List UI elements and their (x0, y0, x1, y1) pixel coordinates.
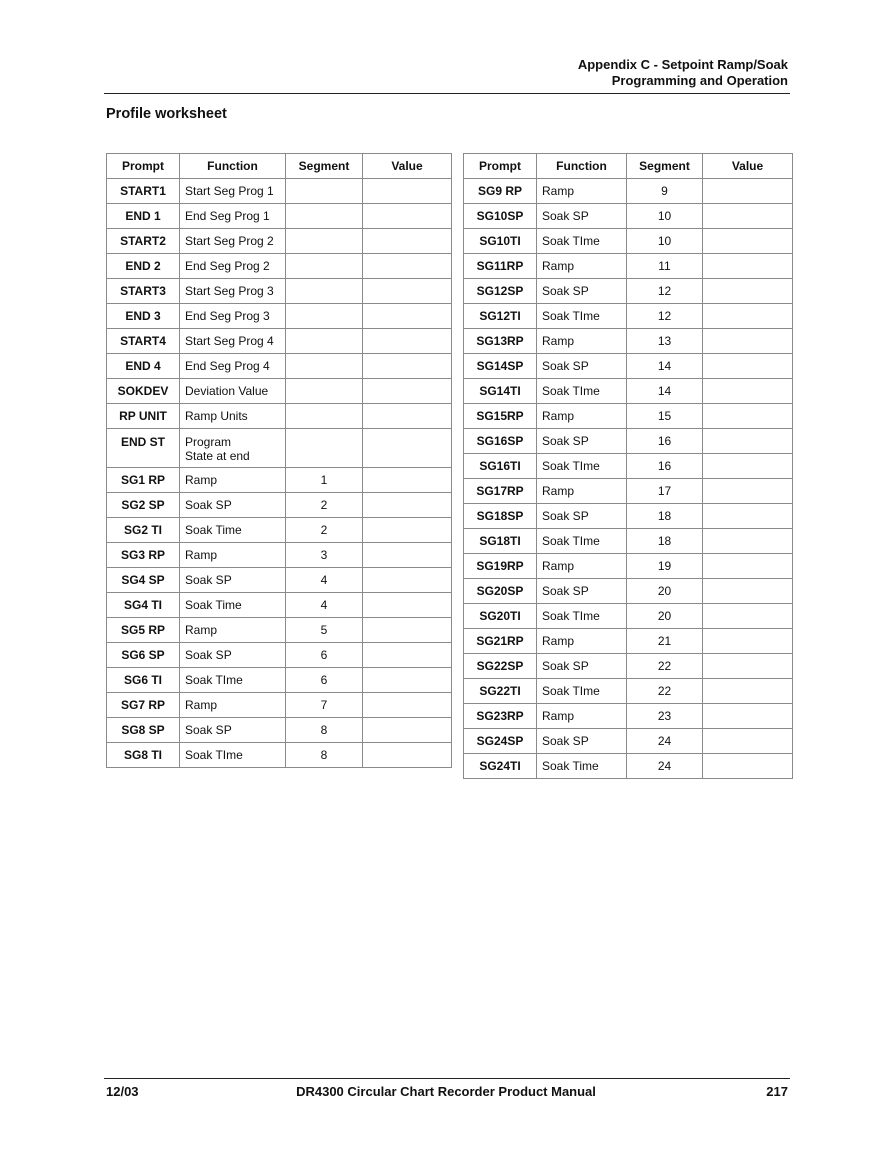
prompt-cell: END ST (107, 429, 180, 468)
segment-cell: 24 (627, 729, 703, 754)
table-row (464, 729, 793, 754)
table-row (107, 593, 452, 618)
segment-cell: 12 (627, 279, 703, 304)
table-row (107, 668, 452, 693)
function-cell: Ramp (537, 254, 627, 279)
segment-cell: 7 (286, 693, 363, 718)
segment-cell: 14 (627, 354, 703, 379)
prompt-cell: SG10SP (464, 204, 537, 229)
footer-title: DR4300 Circular Chart Recorder Product Manual (296, 1084, 596, 1099)
function-line-2: State at end (185, 449, 250, 463)
segment-cell: 19 (627, 554, 703, 579)
table-row (107, 743, 452, 768)
value-cell[interactable] (703, 729, 793, 754)
segment-cell: 6 (286, 668, 363, 693)
function-cell: Soak TIme (537, 679, 627, 704)
value-cell[interactable] (703, 379, 793, 404)
prompt-cell: SOKDEV (107, 379, 180, 404)
value-cell[interactable] (363, 493, 452, 518)
prompt-cell: START1 (107, 179, 180, 204)
segment-cell: 18 (627, 529, 703, 554)
prompt-cell: END 3 (107, 304, 180, 329)
value-cell[interactable] (363, 429, 452, 468)
function-cell: Soak TIme (537, 379, 627, 404)
table-row (107, 718, 452, 743)
segment-cell: 2 (286, 518, 363, 543)
segment-cell: 13 (627, 329, 703, 354)
segment-cell: 4 (286, 568, 363, 593)
table-row (464, 229, 793, 254)
segment-cell (286, 379, 363, 404)
table-row (464, 279, 793, 304)
function-cell: Soak SP (180, 718, 286, 743)
function-cell: Soak SP (537, 279, 627, 304)
prompt-cell: SG20SP (464, 579, 537, 604)
prompt-cell: START2 (107, 229, 180, 254)
value-cell[interactable] (363, 304, 452, 329)
table-row (464, 654, 793, 679)
table-row (107, 618, 452, 643)
value-cell[interactable] (703, 754, 793, 779)
prompt-cell: SG22SP (464, 654, 537, 679)
table-header-row (107, 154, 452, 179)
table-row (464, 604, 793, 629)
function-line-1: Program (185, 435, 232, 449)
prompt-cell: SG8 TI (107, 743, 180, 768)
table-row (464, 479, 793, 504)
segment-cell: 8 (286, 718, 363, 743)
value-cell[interactable] (703, 654, 793, 679)
segment-cell: 15 (627, 404, 703, 429)
prompt-cell: SG16TI (464, 454, 537, 479)
segment-cell: 2 (286, 493, 363, 518)
function-cell: Soak TIme (537, 454, 627, 479)
column-header-function: Function (537, 154, 627, 179)
segment-cell: 14 (627, 379, 703, 404)
value-cell[interactable] (703, 679, 793, 704)
segment-cell: 6 (286, 643, 363, 668)
value-cell[interactable] (703, 629, 793, 654)
prompt-cell: SG14TI (464, 379, 537, 404)
prompt-cell: SG2 SP (107, 493, 180, 518)
table-row (107, 329, 452, 354)
segment-cell: 16 (627, 454, 703, 479)
value-cell[interactable] (703, 254, 793, 279)
segment-cell: 9 (627, 179, 703, 204)
table-row (464, 704, 793, 729)
function-cell: Soak SP (537, 579, 627, 604)
segment-cell (286, 429, 363, 468)
value-cell[interactable] (363, 643, 452, 668)
value-cell[interactable] (363, 229, 452, 254)
function-cell: Ramp (537, 404, 627, 429)
prompt-cell: SG18SP (464, 504, 537, 529)
value-cell[interactable] (703, 479, 793, 504)
segment-cell: 21 (627, 629, 703, 654)
prompt-cell: SG17RP (464, 479, 537, 504)
value-cell[interactable] (363, 404, 452, 429)
table-row (464, 354, 793, 379)
function-cell: Soak SP (537, 504, 627, 529)
table-row (464, 754, 793, 779)
function-cell: Soak SP (180, 568, 286, 593)
prompt-cell: SG21RP (464, 629, 537, 654)
column-header-segment: Segment (286, 154, 363, 179)
value-cell[interactable] (703, 554, 793, 579)
prompt-cell: SG13RP (464, 329, 537, 354)
function-cell (180, 429, 286, 468)
footer-date: 12/03 (106, 1084, 139, 1099)
table-row (464, 454, 793, 479)
segment-cell: 8 (286, 743, 363, 768)
section-title: Profile worksheet (106, 106, 227, 122)
table-row (107, 643, 452, 668)
table-row (464, 329, 793, 354)
table-row (464, 504, 793, 529)
value-cell[interactable] (363, 668, 452, 693)
function-cell: Soak Time (180, 593, 286, 618)
value-cell[interactable] (703, 204, 793, 229)
prompt-cell: SG12SP (464, 279, 537, 304)
prompt-cell: SG15RP (464, 404, 537, 429)
prompt-cell: START4 (107, 329, 180, 354)
function-cell: Start Seg Prog 3 (180, 279, 286, 304)
value-cell[interactable] (703, 504, 793, 529)
table-row (464, 254, 793, 279)
column-header-prompt: Prompt (464, 154, 537, 179)
header-rule (104, 93, 790, 94)
table-row (464, 204, 793, 229)
segment-cell (286, 179, 363, 204)
function-cell: Ramp (537, 329, 627, 354)
prompt-cell: SG16SP (464, 429, 537, 454)
function-cell: Ramp (537, 479, 627, 504)
function-cell: End Seg Prog 3 (180, 304, 286, 329)
page-header (578, 57, 788, 89)
segment-cell (286, 304, 363, 329)
table-row (107, 204, 452, 229)
function-cell: Soak TIme (180, 668, 286, 693)
function-cell: Soak Time (537, 754, 627, 779)
segment-cell (286, 279, 363, 304)
segment-cell: 10 (627, 229, 703, 254)
function-cell: Soak SP (537, 654, 627, 679)
function-cell: Ramp (180, 693, 286, 718)
value-cell[interactable] (363, 254, 452, 279)
column-header-segment: Segment (627, 154, 703, 179)
segment-cell: 22 (627, 654, 703, 679)
table-row (107, 518, 452, 543)
table-row (107, 304, 452, 329)
worksheet-table-right (463, 153, 793, 779)
value-cell[interactable] (363, 204, 452, 229)
segment-cell: 17 (627, 479, 703, 504)
prompt-cell: SG6 SP (107, 643, 180, 668)
value-cell[interactable] (363, 568, 452, 593)
prompt-cell: SG11RP (464, 254, 537, 279)
table-row (464, 679, 793, 704)
segment-cell: 18 (627, 504, 703, 529)
segment-cell (286, 254, 363, 279)
table-row (464, 179, 793, 204)
function-cell: Soak TIme (537, 604, 627, 629)
function-cell: Ramp (180, 618, 286, 643)
function-cell: Ramp (537, 554, 627, 579)
prompt-cell: SG6 TI (107, 668, 180, 693)
segment-cell: 10 (627, 204, 703, 229)
function-cell: Soak SP (180, 493, 286, 518)
function-cell: Ramp (537, 179, 627, 204)
function-cell: Soak SP (537, 429, 627, 454)
prompt-cell: SG18TI (464, 529, 537, 554)
segment-cell (286, 404, 363, 429)
table-header-row (464, 154, 793, 179)
table-row (107, 468, 452, 493)
function-cell: Ramp (180, 468, 286, 493)
value-cell[interactable] (703, 179, 793, 204)
function-cell: Soak TIme (537, 229, 627, 254)
value-cell[interactable] (363, 279, 452, 304)
value-cell[interactable] (363, 329, 452, 354)
value-cell[interactable] (703, 579, 793, 604)
table-row (464, 554, 793, 579)
function-cell: Ramp (537, 629, 627, 654)
function-cell: Start Seg Prog 4 (180, 329, 286, 354)
value-cell[interactable] (363, 379, 452, 404)
prompt-cell: SG9 RP (464, 179, 537, 204)
table-row (107, 229, 452, 254)
table-row (464, 304, 793, 329)
column-header-prompt: Prompt (107, 154, 180, 179)
segment-cell (286, 354, 363, 379)
prompt-cell: SG20TI (464, 604, 537, 629)
function-cell: Ramp (180, 543, 286, 568)
function-cell: Soak SP (537, 729, 627, 754)
value-cell[interactable] (703, 454, 793, 479)
header-line-1: Appendix C - Setpoint Ramp/Soak (577, 57, 788, 72)
value-cell[interactable] (703, 229, 793, 254)
prompt-cell: START3 (107, 279, 180, 304)
segment-cell: 1 (286, 468, 363, 493)
table-row (107, 568, 452, 593)
column-header-value: Value (363, 154, 452, 179)
value-cell[interactable] (703, 329, 793, 354)
function-cell: End Seg Prog 2 (180, 254, 286, 279)
value-cell[interactable] (703, 354, 793, 379)
function-cell: Deviation Value (180, 379, 286, 404)
segment-cell: 23 (627, 704, 703, 729)
prompt-cell: SG3 RP (107, 543, 180, 568)
segment-cell: 5 (286, 618, 363, 643)
value-cell[interactable] (703, 404, 793, 429)
table-row (107, 543, 452, 568)
prompt-cell: SG5 RP (107, 618, 180, 643)
table-row (464, 529, 793, 554)
value-cell[interactable] (703, 604, 793, 629)
column-header-function: Function (180, 154, 286, 179)
table-row (107, 254, 452, 279)
value-cell[interactable] (363, 693, 452, 718)
segment-cell: 20 (627, 579, 703, 604)
segment-cell (286, 329, 363, 354)
prompt-cell: SG8 SP (107, 718, 180, 743)
footer-rule (104, 1078, 790, 1079)
function-cell: End Seg Prog 4 (180, 354, 286, 379)
prompt-cell: SG24TI (464, 754, 537, 779)
function-cell: Soak SP (180, 643, 286, 668)
value-cell[interactable] (363, 354, 452, 379)
table-row (464, 404, 793, 429)
table-row (107, 404, 452, 429)
prompt-cell: SG12TI (464, 304, 537, 329)
prompt-cell: SG4 SP (107, 568, 180, 593)
function-cell: Ramp Units (180, 404, 286, 429)
prompt-cell: SG14SP (464, 354, 537, 379)
segment-cell: 16 (627, 429, 703, 454)
value-cell[interactable] (703, 529, 793, 554)
table-row (107, 493, 452, 518)
prompt-cell: SG24SP (464, 729, 537, 754)
value-cell[interactable] (363, 468, 452, 493)
value-cell[interactable] (703, 304, 793, 329)
prompt-cell: SG10TI (464, 229, 537, 254)
prompt-cell: END 2 (107, 254, 180, 279)
function-cell: Soak SP (537, 204, 627, 229)
segment-cell (286, 204, 363, 229)
prompt-cell: END 1 (107, 204, 180, 229)
table-row (464, 579, 793, 604)
function-cell: Ramp (537, 704, 627, 729)
function-cell: Soak TIme (537, 304, 627, 329)
segment-cell (286, 229, 363, 254)
value-cell[interactable] (363, 618, 452, 643)
value-cell[interactable] (363, 593, 452, 618)
value-cell[interactable] (363, 518, 452, 543)
function-cell: Soak TIme (537, 529, 627, 554)
value-cell[interactable] (363, 543, 452, 568)
value-cell[interactable] (363, 743, 452, 768)
function-cell: Start Seg Prog 2 (180, 229, 286, 254)
table-row (107, 179, 452, 204)
column-header-value: Value (703, 154, 793, 179)
worksheet-table-left (106, 153, 452, 768)
prompt-cell: SG7 RP (107, 693, 180, 718)
prompt-cell: SG4 TI (107, 593, 180, 618)
table-row (107, 693, 452, 718)
table-row (107, 354, 452, 379)
prompt-cell: RP UNIT (107, 404, 180, 429)
function-cell: Soak SP (537, 354, 627, 379)
table-row (464, 629, 793, 654)
value-cell[interactable] (703, 429, 793, 454)
segment-cell: 4 (286, 593, 363, 618)
segment-cell: 20 (627, 604, 703, 629)
prompt-cell: SG22TI (464, 679, 537, 704)
value-cell[interactable] (703, 279, 793, 304)
prompt-cell: SG19RP (464, 554, 537, 579)
prompt-cell: SG23RP (464, 704, 537, 729)
segment-cell: 24 (627, 754, 703, 779)
segment-cell: 22 (627, 679, 703, 704)
function-cell: Start Seg Prog 1 (180, 179, 286, 204)
function-cell: End Seg Prog 1 (180, 204, 286, 229)
function-cell: Soak TIme (180, 743, 286, 768)
segment-cell: 12 (627, 304, 703, 329)
table-row (107, 379, 452, 404)
value-cell[interactable] (703, 704, 793, 729)
header-line-2: Programming and Operation (611, 73, 788, 88)
table-row (464, 429, 793, 454)
table-row (107, 429, 452, 468)
value-cell[interactable] (363, 718, 452, 743)
segment-cell: 3 (286, 543, 363, 568)
segment-cell: 11 (627, 254, 703, 279)
function-cell: Soak Time (180, 518, 286, 543)
table-row (464, 379, 793, 404)
page-number: 217 (766, 1084, 788, 1099)
prompt-cell: SG1 RP (107, 468, 180, 493)
prompt-cell: END 4 (107, 354, 180, 379)
value-cell[interactable] (363, 179, 452, 204)
prompt-cell: SG2 TI (107, 518, 180, 543)
table-row (107, 279, 452, 304)
